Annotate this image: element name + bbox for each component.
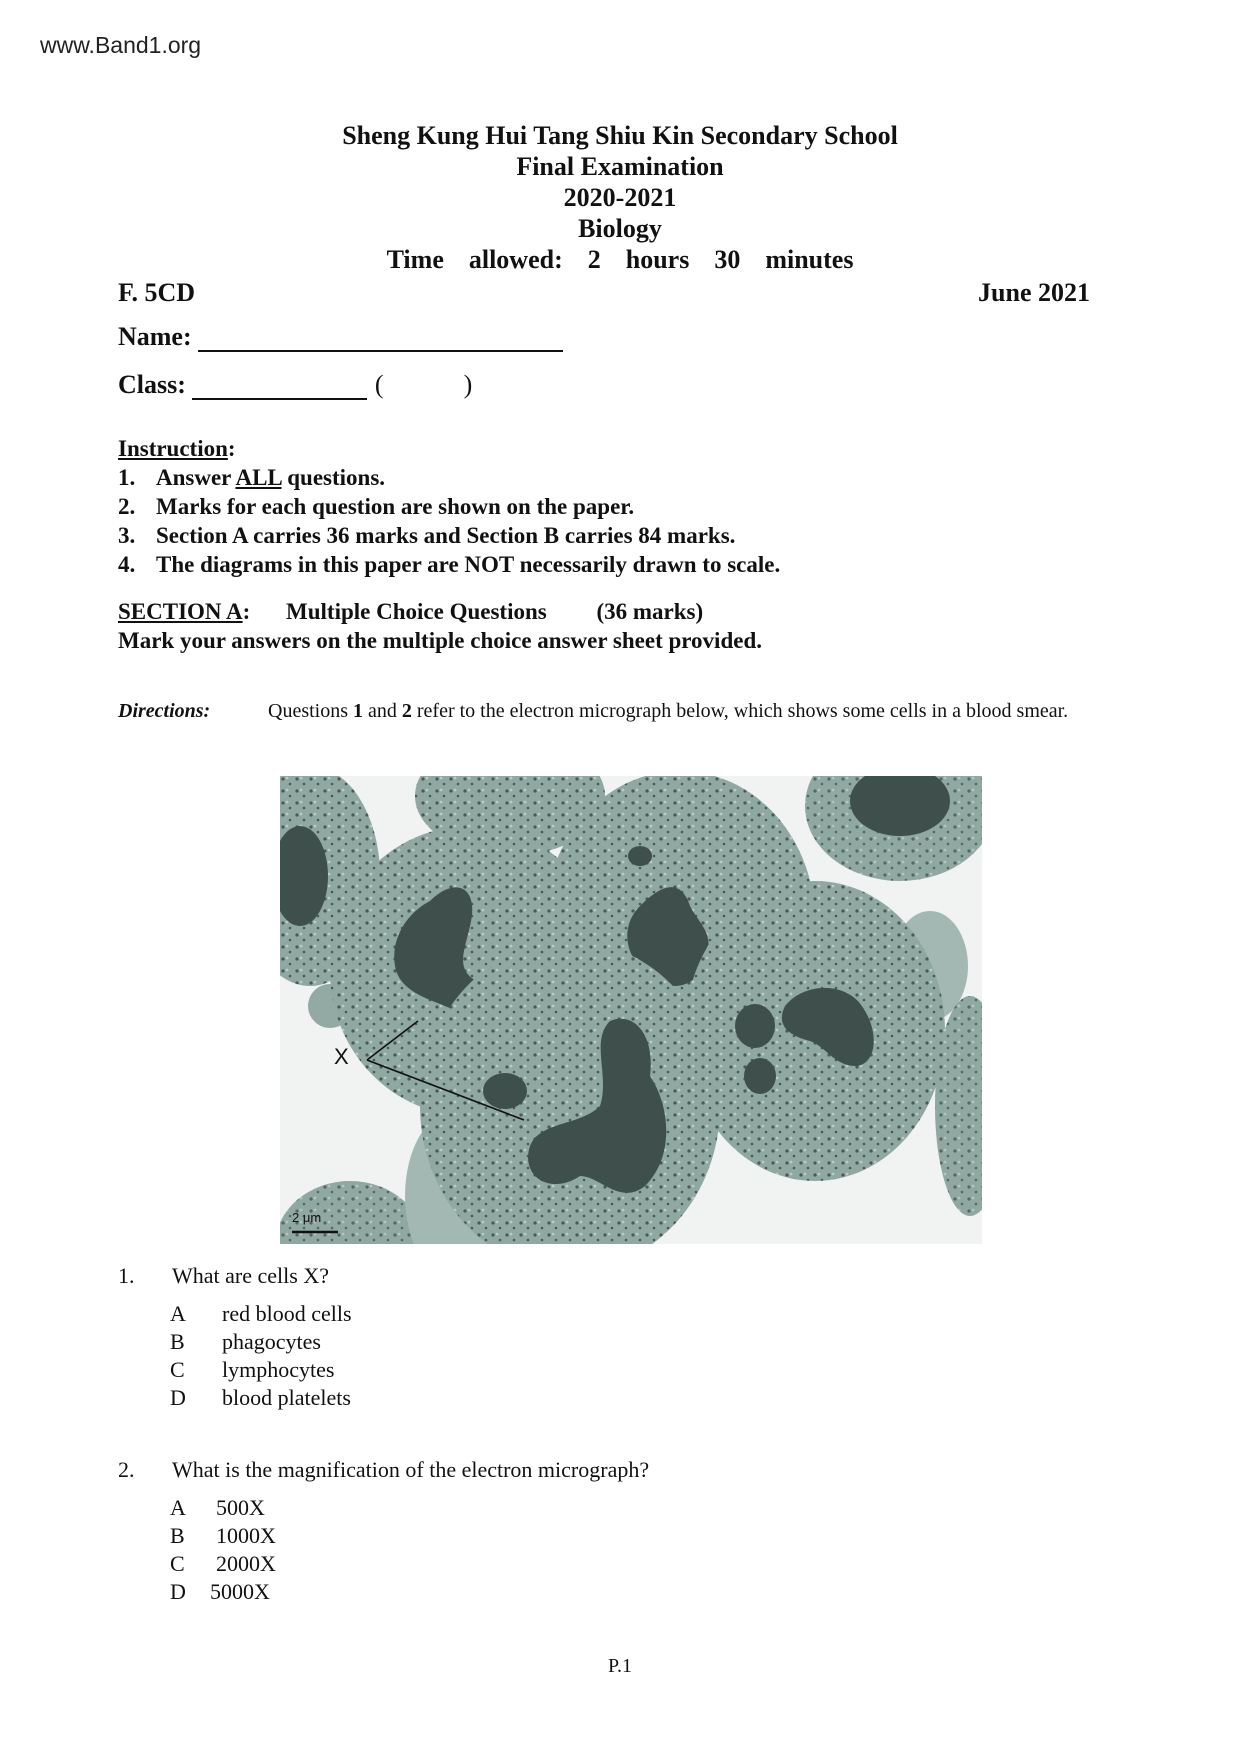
option-a: A 500X bbox=[170, 1495, 265, 1520]
watermark-url: www.Band1.org bbox=[40, 32, 202, 58]
question-number: 2. bbox=[118, 1457, 135, 1482]
section-title: SECTION A bbox=[118, 599, 243, 624]
option-b: B 1000X bbox=[170, 1523, 276, 1548]
instructions bbox=[118, 434, 780, 579]
option-b: B phagocytes bbox=[170, 1329, 321, 1354]
school-name: Sheng Kung Hui Tang Shiu Kin Secondary School bbox=[342, 121, 898, 150]
class-field-row bbox=[118, 370, 472, 400]
section-note: Mark your answers on the multiple choice answer sheet provided. bbox=[118, 628, 762, 653]
subject: Biology bbox=[578, 214, 662, 243]
question-number: 1. bbox=[118, 1263, 135, 1288]
exam-title: Final Examination bbox=[516, 152, 724, 181]
option-c: C 2000X bbox=[170, 1551, 276, 1576]
name-field-row bbox=[118, 322, 563, 352]
options bbox=[170, 1494, 649, 1606]
instruction-item: 1. Answer ALL questions. bbox=[118, 465, 386, 490]
question-stem: What are cells X? bbox=[172, 1263, 329, 1288]
question-1 bbox=[118, 1262, 352, 1412]
directions-text: Questions 1 and 2 refer to the electron micrograph below, which shows some cells in a blood smear. bbox=[268, 700, 1069, 722]
scale-bar-label: 2 μm bbox=[292, 1210, 322, 1225]
instruction-item: 3. Section A carries 36 marks and Section B carries 84 marks. bbox=[118, 523, 736, 548]
exam-header bbox=[0, 120, 1240, 275]
class-number-close: ) bbox=[463, 370, 473, 399]
class-label: Class: bbox=[118, 370, 186, 399]
section-a-header: SECTION A: Multiple Choice Questions (36 marks) Mark your answers on the multiple choice answer sheet provided. bbox=[118, 599, 762, 653]
section-subtitle: Multiple Choice Questions bbox=[286, 599, 547, 624]
name-label: Name: bbox=[118, 322, 192, 351]
page-number: P.1 bbox=[608, 1655, 632, 1677]
option-d: D 5000X bbox=[170, 1579, 270, 1604]
instruction-item: 2. Marks for each question are shown on the paper. bbox=[118, 494, 635, 519]
time-allowed: Time allowed: 2 hours 30 minutes bbox=[386, 245, 854, 274]
instruction-item: 4. The diagrams in this paper are NOT necessarily drawn to scale. bbox=[118, 552, 781, 577]
class-field[interactable] bbox=[192, 376, 367, 400]
question-stem: What is the magnification of the electron micrograph? bbox=[172, 1457, 650, 1482]
option-d: D blood platelets bbox=[170, 1385, 351, 1410]
school-year: 2020-2021 bbox=[563, 183, 677, 212]
form-class: F. 5CD bbox=[118, 278, 196, 307]
class-number-open: ( bbox=[374, 370, 384, 399]
question-2 bbox=[118, 1456, 649, 1606]
options bbox=[170, 1300, 352, 1412]
section-marks: (36 marks) bbox=[596, 599, 704, 624]
option-c: C lymphocytes bbox=[170, 1357, 335, 1382]
exam-date: June 2021 bbox=[978, 278, 1090, 307]
option-a: A red blood cells bbox=[170, 1301, 352, 1326]
label-x: X bbox=[334, 1044, 349, 1069]
electron-micrograph bbox=[280, 776, 982, 1244]
instructions-heading: Instruction: bbox=[118, 436, 236, 461]
directions-label: Directions: bbox=[118, 700, 211, 722]
name-field[interactable] bbox=[198, 328, 563, 352]
